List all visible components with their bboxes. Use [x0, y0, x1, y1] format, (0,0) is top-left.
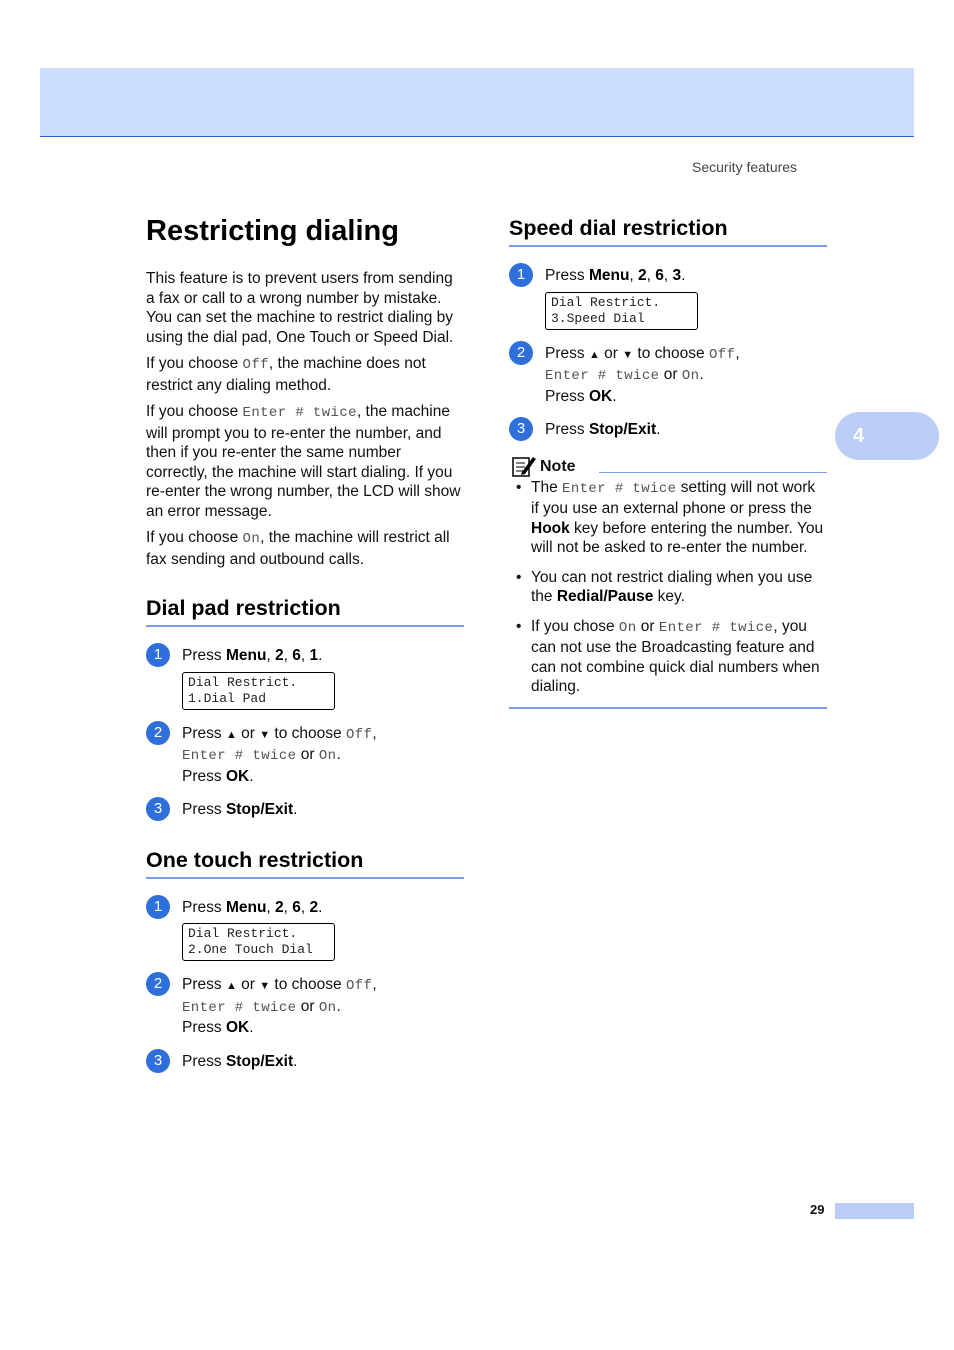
- speed-dial-heading: Speed dial restriction: [509, 214, 827, 247]
- step-number-icon: 3: [146, 1049, 170, 1073]
- note-header: [509, 454, 827, 478]
- up-arrow-icon: ▲: [225, 728, 237, 741]
- step-number-icon: 1: [509, 263, 533, 287]
- dial-pad-heading: Dial pad restriction: [146, 594, 464, 627]
- lcd-display: Dial Restrict. 2.One Touch Dial: [182, 923, 335, 961]
- intro-paragraph-2: If you choose Off, the machine does not restrict any dialing method.: [146, 355, 426, 394]
- list-item: • You can not restrict dialing when you use the Redial/Pause key.: [509, 568, 827, 607]
- step: 3 Press Stop/Exit.: [146, 1052, 464, 1072]
- step: 2 Press ▲ or ▼ to choose Off, Enter # twice or On. Press OK.: [509, 344, 827, 407]
- note-end-rule: [509, 707, 827, 709]
- intro-paragraph-4: If you choose On, the machine will restrict all fax sending and outbound calls.: [146, 529, 450, 568]
- dial-pad-steps: [146, 646, 464, 820]
- chapter-tab: 4: [835, 412, 939, 460]
- right-column: [509, 212, 827, 709]
- note-label: Note: [540, 457, 576, 475]
- step-number-icon: 3: [146, 797, 170, 821]
- page-number: 29: [810, 1202, 825, 1217]
- lcd-display: Dial Restrict. 3.Speed Dial: [545, 292, 698, 330]
- list-item: • The Enter # twice setting will not work if you use an external phone or press the Hook key before entering the number. You will not be asked to re-enter the number.: [509, 478, 827, 558]
- page-number-bar: [835, 1203, 914, 1219]
- step: 3 Press Stop/Exit.: [146, 800, 464, 820]
- step: 2 Press ▲ or ▼ to choose Off, Enter # twice or On. Press OK.: [146, 975, 464, 1038]
- running-head: Security features: [692, 159, 798, 175]
- one-touch-heading: One touch restriction: [146, 846, 464, 879]
- up-arrow-icon: ▲: [225, 980, 237, 992]
- step-number-icon: 3: [509, 417, 533, 441]
- lcd-display: Dial Restrict. 1.Dial Pad: [182, 672, 335, 710]
- one-touch-steps: [146, 898, 464, 1072]
- step-number-icon: 2: [146, 972, 170, 996]
- step: 1 Press Menu, 2, 6, 2. Dial Restrict. 2.One Touch Dial: [146, 898, 464, 962]
- down-arrow-icon: ▼: [259, 980, 271, 992]
- down-arrow-icon: ▼: [259, 728, 271, 741]
- intro-paragraph-3: If you choose Enter # twice, the machine will prompt you to re-enter the number, and then if you re-enter the same number correctly, the machine will start dialing. If you re-enter the wrong number, the LCD will show an error message.: [146, 403, 461, 520]
- header-band: [40, 68, 914, 137]
- list-item: • If you chose On or Enter # twice, you can not use the Broadcasting feature and can not combine quick dial numbers when dialing.: [509, 617, 827, 697]
- step: 1 Press Menu, 2, 6, 1. Dial Restrict. 1.Dial Pad: [146, 646, 464, 710]
- step: 3 Press Stop/Exit.: [509, 420, 827, 440]
- intro-paragraph-1: This feature is to prevent users from sending a fax or call to a wrong number by mistake. You can set the machine to restrict dialing by using the dial pad, One Touch or Speed Dial.: [146, 270, 454, 346]
- step-number-icon: 2: [509, 341, 533, 365]
- step-number-icon: 2: [146, 721, 170, 745]
- note-list: [509, 478, 827, 697]
- left-column: [146, 212, 464, 1085]
- note-pencil-icon: [511, 454, 537, 478]
- speed-dial-steps: [509, 266, 827, 440]
- step-number-icon: 1: [146, 895, 170, 919]
- step: 2 Press ▲ or ▼ to choose Off, Enter # twice or On. Press OK.: [146, 724, 464, 787]
- page-title: Restricting dialing: [146, 215, 399, 247]
- step: 1 Press Menu, 2, 6, 3. Dial Restrict. 3.Speed Dial: [509, 266, 827, 330]
- up-arrow-icon: ▲: [588, 348, 600, 361]
- note-rule: [599, 472, 827, 473]
- step-number-icon: 1: [146, 643, 170, 667]
- down-arrow-icon: ▼: [622, 348, 634, 361]
